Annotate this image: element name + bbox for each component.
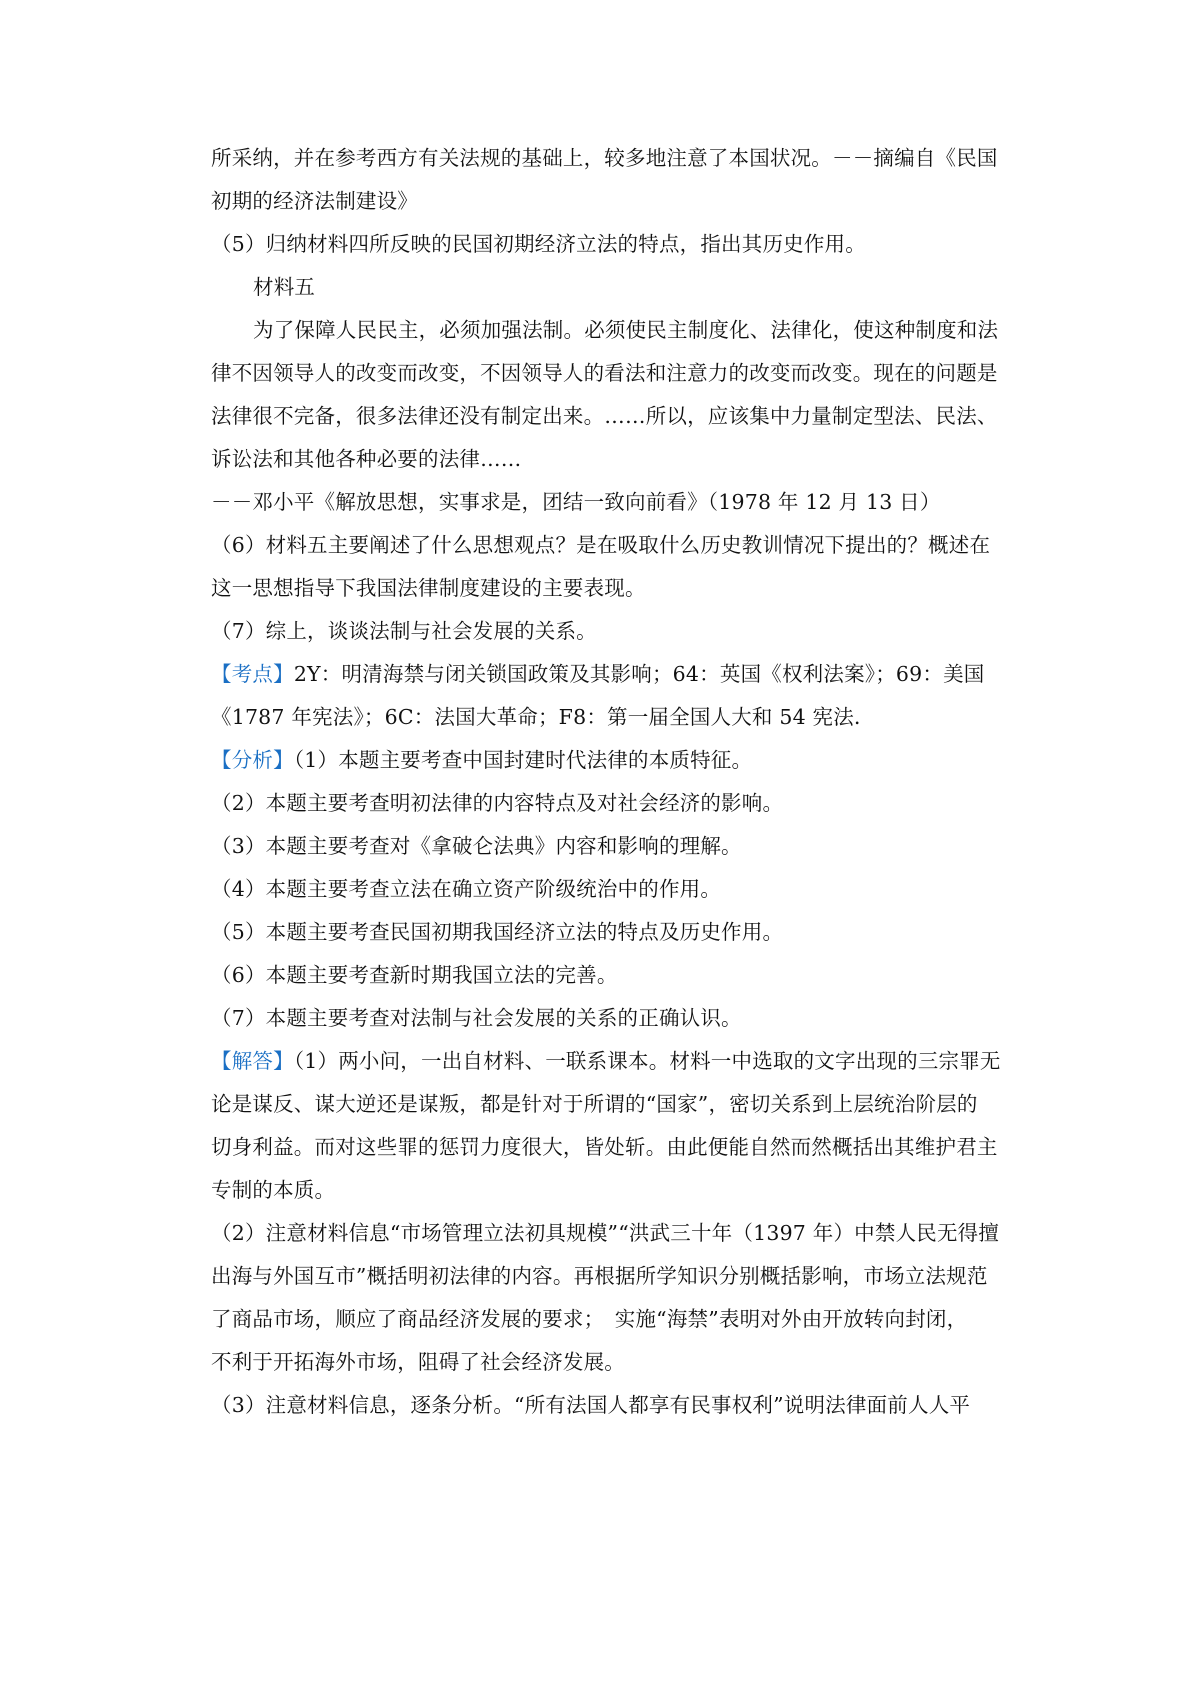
text-line: （2）注意材料信息“市场管理立法初具规模”“洪武三十年（1397 年）中禁人民无得擅: [211, 1221, 1000, 1245]
text-line: 切身利益。而对这些罪的惩罚力度很大，皆处斩。由此便能自然而然概括出其维护君主: [211, 1135, 998, 1159]
text-line: 了商品市场，顺应了商品经济发展的要求； 实施“海禁”表明对外由开放转向封闭，: [211, 1307, 968, 1331]
text-line: 为了保障人民民主，必须加强法制。必须使民主制度化、法律化，使这种制度和法: [253, 318, 999, 342]
kaodian-tag: 【考点】: [211, 662, 294, 686]
text-line: 论是谋反、谋大逆还是谋叛，都是针对于所谓的“国家”，密切关系到上层统治阶层的: [211, 1092, 978, 1116]
source-citation: －－邓小平《解放思想，实事求是，团结一致向前看》（1978 年 12 月 13 日）: [211, 490, 941, 514]
text-line: （5）本题主要考查民国初期我国经济立法的特点及历史作用。: [211, 920, 784, 944]
text-line: （6）本题主要考查新时期我国立法的完善。: [211, 963, 618, 987]
fenxi-text: （1）本题主要考查中国封建时代法律的本质特征。: [293, 748, 753, 772]
text-line: 专制的本质。: [211, 1178, 336, 1202]
text-line: 初期的经济法制建设》: [211, 189, 418, 213]
text-line: 律不因领导人的改变而改变，不因领导人的看法和注意力的改变而改变。现在的问题是: [211, 361, 998, 385]
kaodian-text: 2Y：明清海禁与闭关锁国政策及其影响；64：英国《权利法案》；69：美国: [293, 662, 985, 686]
material-5-heading: 材料五: [253, 275, 316, 299]
text-line: （3）本题主要考查对《拿破仑法典》内容和影响的理解。: [211, 834, 742, 858]
text-line: 诉讼法和其他各种必要的法律……: [211, 447, 522, 471]
question-5: （5）归纳材料四所反映的民国初期经济立法的特点，指出其历史作用。: [211, 232, 866, 256]
kaodian-line: [211, 659, 985, 689]
jieda-line: [211, 1046, 1001, 1076]
text-line: 所采纳，并在参考西方有关法规的基础上，较多地注意了本国状况。－－摘编自《民国: [211, 146, 998, 170]
text-line: 这一思想指导下我国法律制度建设的主要表现。: [211, 576, 646, 600]
jieda-text: （1）两小问，一出自材料、一联系课本。材料一中选取的文字出现的三宗罪无: [293, 1049, 1001, 1073]
jieda-tag: 【解答】: [211, 1049, 294, 1073]
text-line: （4）本题主要考查立法在确立资产阶级统治中的作用。: [211, 877, 722, 901]
text-line: 出海与外国互市”概括明初法律的内容。再根据所学知识分别概括影响，市场立法规范: [211, 1264, 988, 1288]
question-7: （7）综上，谈谈法制与社会发展的关系。: [211, 619, 597, 643]
question-6: （6）材料五主要阐述了什么思想观点？是在吸取什么历史教训情况下提出的？概述在: [211, 533, 991, 557]
text-line: 《1787 年宪法》；6C：法国大革命；F8：第一届全国人大和 54 宪法．: [211, 705, 875, 729]
text-line: （3）注意材料信息，逐条分析。“所有法国人都享有民事权利”说明法律面前人人平: [211, 1393, 971, 1417]
fenxi-tag: 【分析】: [211, 748, 294, 772]
text-line: 法律很不完备，很多法律还没有制定出来。……所以，应该集中力量制定型法、民法、: [211, 404, 998, 428]
fenxi-line: [211, 745, 752, 775]
text-line: （2）本题主要考查明初法律的内容特点及对社会经济的影响。: [211, 791, 784, 815]
text-line: 不利于开拓海外市场，阻碍了社会经济发展。: [211, 1350, 625, 1374]
text-line: （7）本题主要考查对法制与社会发展的关系的正确认识。: [211, 1006, 742, 1030]
